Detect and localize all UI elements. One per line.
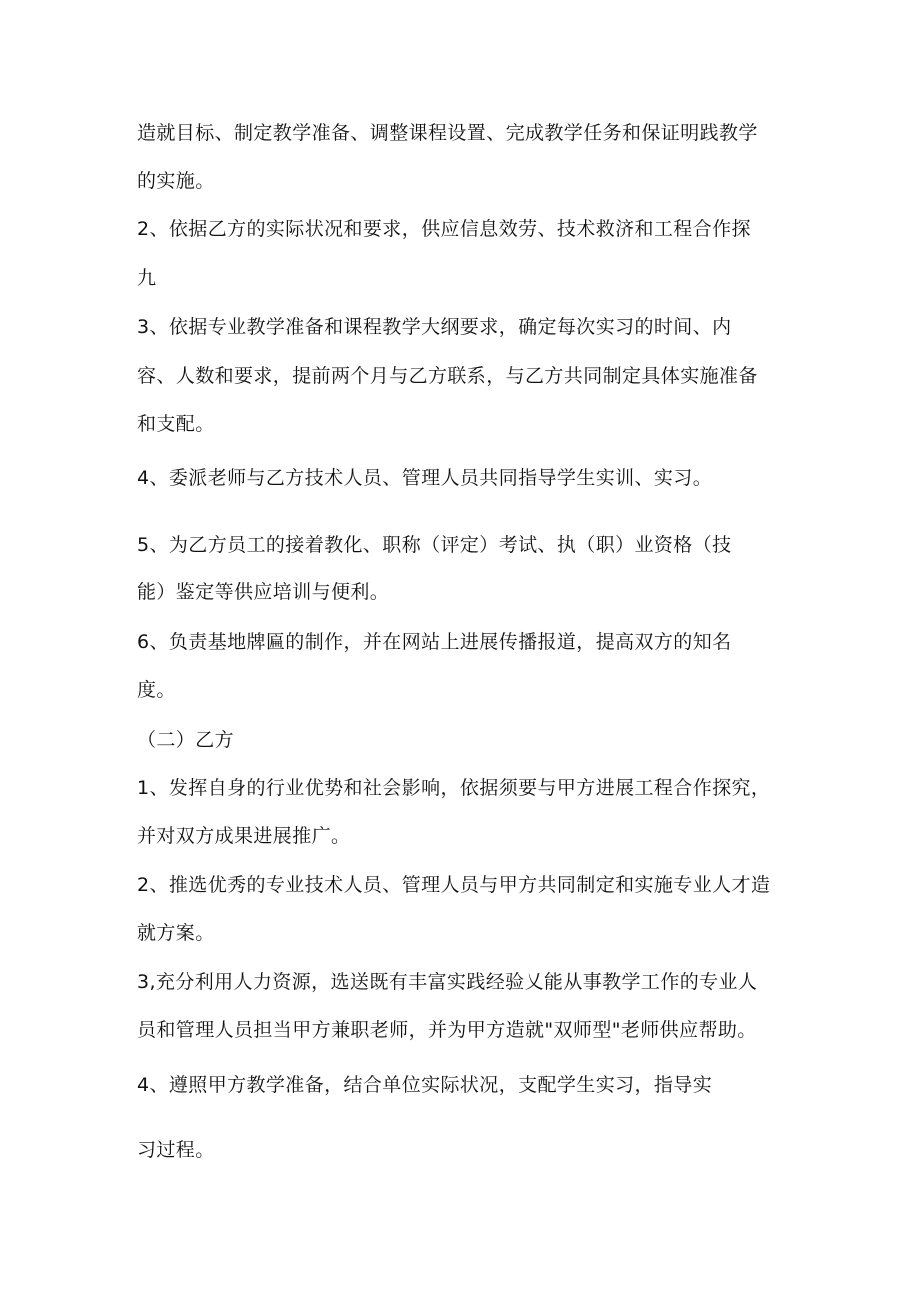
text-line: 1、发挥自身的行业优势和社会影响，依据须要与甲方进展工程合作探究， bbox=[137, 777, 771, 799]
text-line: 九 bbox=[137, 267, 157, 289]
text-line: 容、人数和要求，提前两个月与乙方联系，与乙方共同制定具体实施准备 bbox=[137, 365, 758, 387]
text-line: 3,充分利用人力资源，选送既有丰富实践经验乂能从事教学工作的专业人 bbox=[137, 971, 758, 993]
section-heading: （二）乙方 bbox=[137, 729, 235, 751]
text-line: 员和管理人员担当甲方兼职老师，并为甲方造就"双师型"老师供应帮助。 bbox=[137, 1019, 757, 1041]
text-line: 和支配。 bbox=[137, 413, 215, 435]
text-line: 并对双方成果进展推广。 bbox=[137, 825, 351, 847]
text-line: 4、遵照甲方教学准备，结合单位实际状况，支配学生实习，指导实 bbox=[137, 1074, 713, 1096]
text-line: 的实施。 bbox=[137, 170, 215, 192]
text-line: 2、依据乙方的实际状况和要求，供应信息效劳、技术救济和工程合作探 bbox=[137, 218, 751, 240]
text-line: 3、依据专业教学准备和课程教学大纲要求，确定每次实习的时间、内 bbox=[137, 316, 732, 338]
text-line: 造就目标、制定教学准备、调整课程设置、完成教学任务和保证明践教学 bbox=[137, 122, 758, 144]
text-line: 能）鉴定等供应培训与便利。 bbox=[137, 581, 390, 603]
text-line: 度。 bbox=[137, 679, 176, 701]
text-line: 6、负责基地牌匾的制作，并在网站上进展传播报道，提高双方的知名 bbox=[137, 631, 732, 653]
text-line: 5、为乙方员工的接着教化、职称（评定）考试、执（职）业资格（技 bbox=[137, 534, 732, 556]
text-line: 4、委派老师与乙方技术人员、管理人员共同指导学生实训、实习。 bbox=[137, 467, 713, 489]
text-line: 2、推选优秀的专业技术人员、管理人员与甲方共同制定和实施专业人才造 bbox=[137, 874, 771, 896]
text-line: 就方案。 bbox=[137, 922, 215, 944]
text-line: 习过程。 bbox=[137, 1139, 215, 1161]
